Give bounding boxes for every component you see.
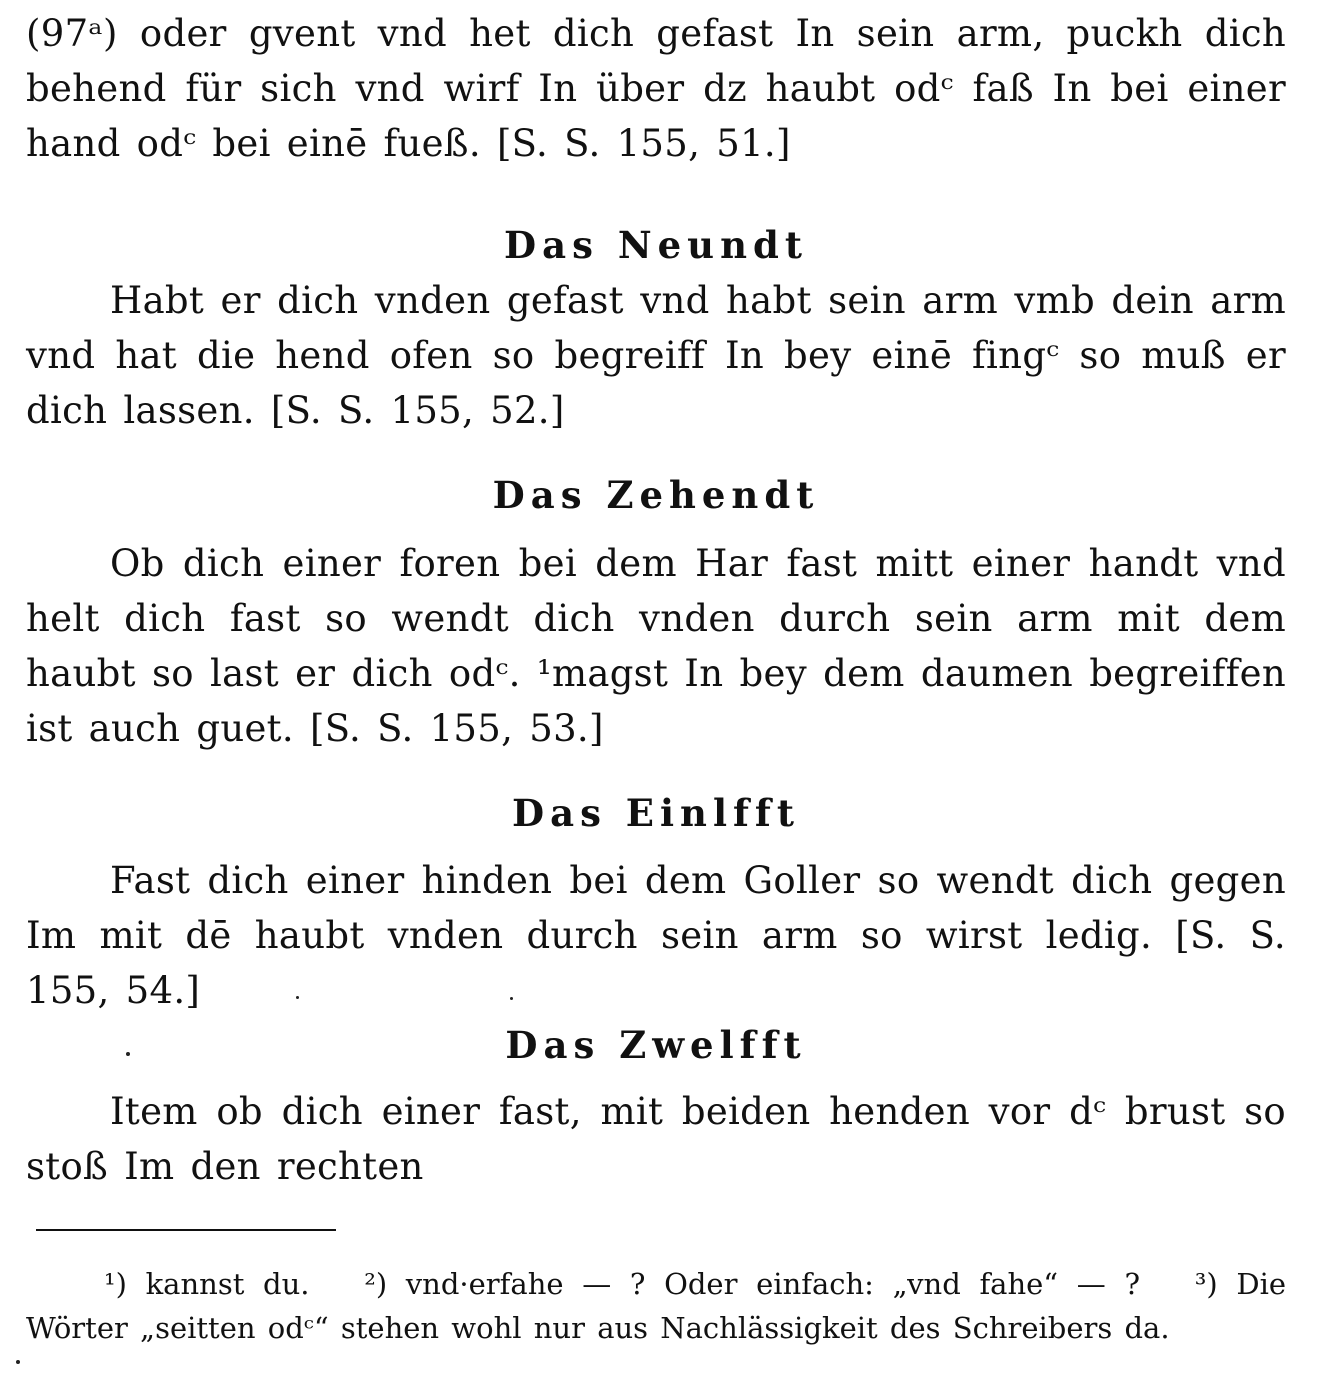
section-text-zehendt: Ob dich einer foren bei dem Har fast mitt einer handt vnd helt dich fast so wendt dich vnden durch sein arm mit dem haubt so last er dich odᶜ. ¹magst In bey dem daumen begreiffen ist auch guet. [S. S. 155, 53.] (26, 542, 1286, 750)
footnote-2: ²) vnd·erfahe — ? Oder einfach: „vnd fahe“ — ? (364, 1267, 1141, 1301)
print-speck (16, 1360, 20, 1364)
print-speck (126, 1052, 130, 1056)
footnote-1: ¹) kannst du. (104, 1267, 310, 1301)
section-heading-neundt: Das Neundt (504, 223, 808, 267)
section-heading-einlfft: Das Einlfft (512, 791, 800, 835)
print-speck (510, 997, 513, 1000)
section-heading-zehendt: Das Zehendt (492, 473, 820, 517)
footnote-divider (36, 1229, 336, 1231)
section-text-zwelfft: Item ob dich einer fast, mit beiden henden vor dᶜ brust so stoß Im den rechten (26, 1090, 1286, 1188)
print-speck (296, 996, 299, 999)
footnotes (26, 1262, 1286, 1350)
top-paragraph: (97ᵃ) oder gvent vnd het dich gefast In sein arm, puckh dich behend für sich vnd wirf In über dz haubt odᶜ faß In bei einer hand odᶜ bei einē fueß. [S. S. 155, 51.] (26, 12, 1286, 165)
section-heading-zwelfft: Das Zwelfft (505, 1023, 807, 1067)
section-text-einlfft: Fast dich einer hinden bei dem Goller so wendt dich gegen Im mit dē haubt vnden durch sein arm so wirst ledig. [S. S. 155, 54.] (26, 859, 1286, 1012)
footnote-3: ³) Die Wörter „seitten odᶜ“ stehen wohl nur aus Nachlässigkeit des Schreibers da. (26, 1267, 1287, 1345)
document-page (26, 0, 1286, 1376)
section-text-neundt: Habt er dich vnden gefast vnd habt sein arm vmb dein arm vnd hat die hend ofen so begreiff In bey einē fingᶜ so muß er dich lassen. [S. S. 155, 52.] (26, 279, 1286, 432)
